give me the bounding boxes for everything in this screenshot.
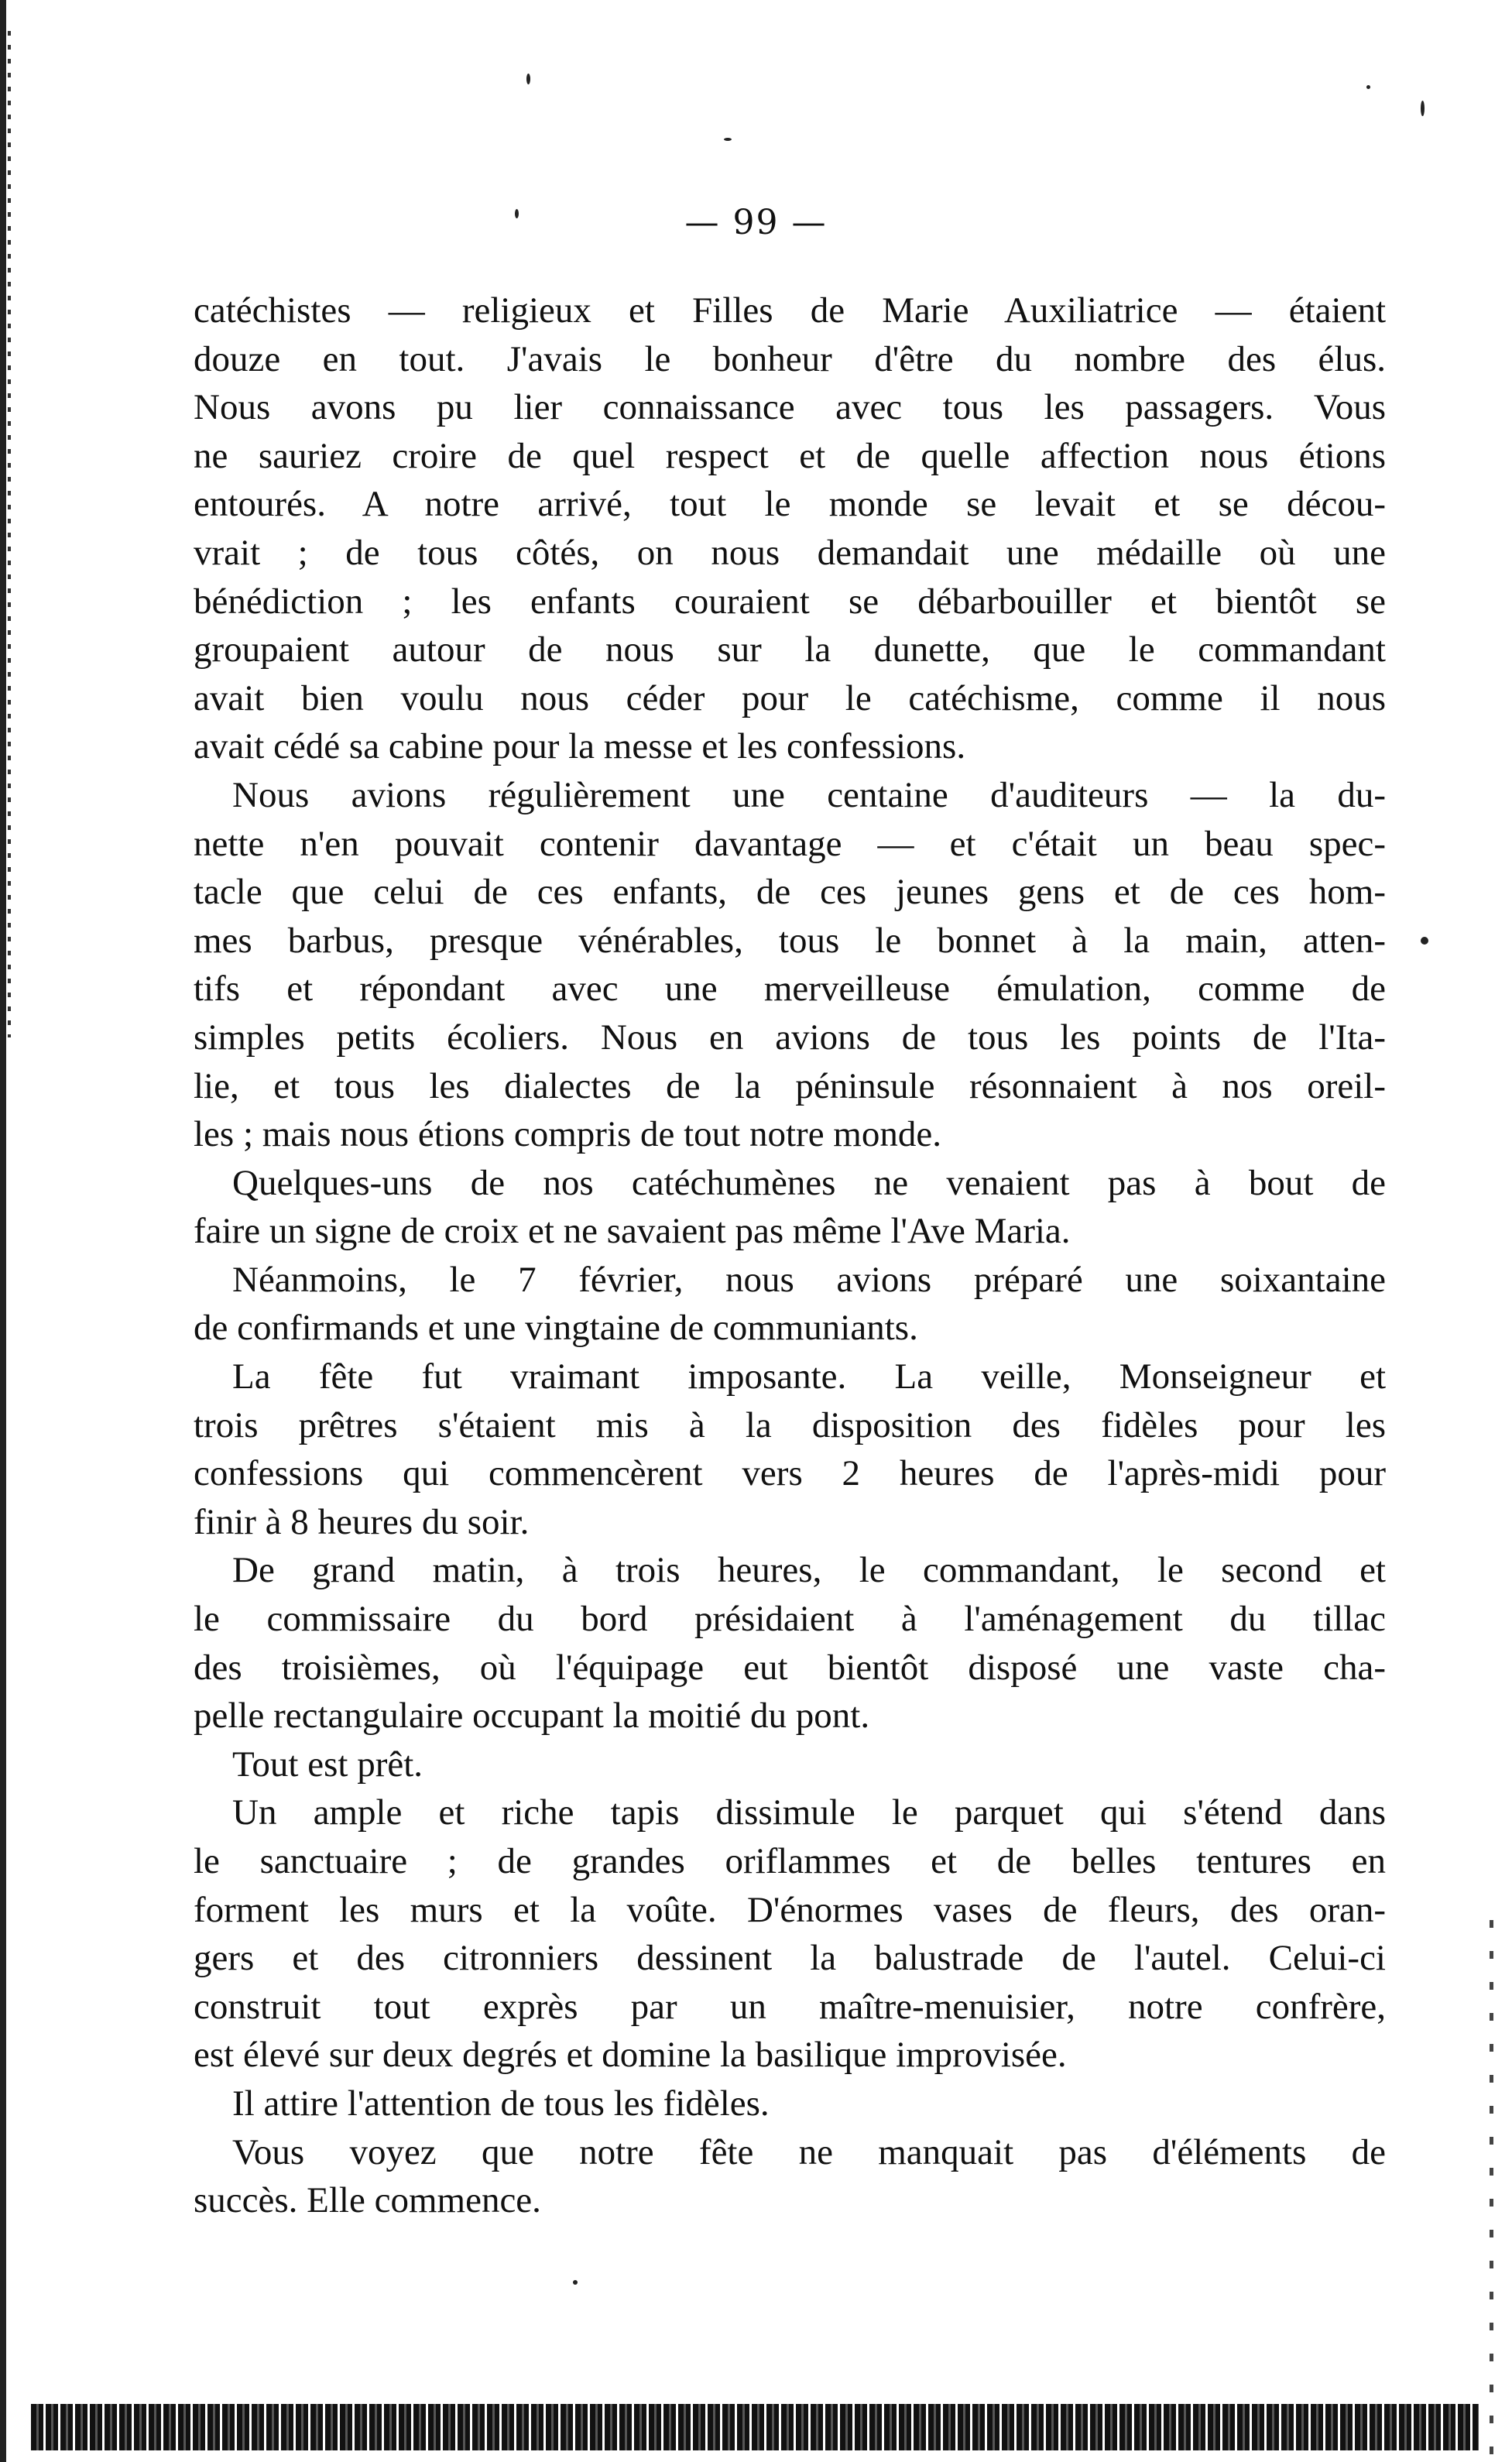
text-line: bénédiction ; les enfants couraient se débarbouiller et bientôt se bbox=[194, 581, 1386, 622]
page-number: — 99 — bbox=[684, 203, 828, 242]
text-line: faire un signe de croix et ne savaient pas même l'Ave Maria. bbox=[194, 1211, 1071, 1252]
text-line: tacle que celui de ces enfants, de ces jeunes gens et de ces hom- bbox=[194, 872, 1386, 913]
scan-speck bbox=[526, 74, 530, 84]
text-line: vrait ; de tous côtés, on nous demandait une médaille où une bbox=[194, 532, 1386, 573]
scan-speck bbox=[1421, 101, 1425, 116]
text-line: lie, et tous les dialectes de la péninsule résonnaient à nos oreil- bbox=[194, 1065, 1386, 1106]
text-line: finir à 8 heures du soir. bbox=[194, 1501, 530, 1542]
text-line: mes barbus, presque vénérables, tous le bonnet à la main, atten- bbox=[194, 920, 1386, 961]
text-line: groupaient autour de nous sur la dunette, que le commandant bbox=[194, 629, 1386, 670]
text-line: Tout est prêt. bbox=[232, 1744, 423, 1785]
text-line: des troisièmes, où l'équipage eut bientôt disposé une vaste cha- bbox=[194, 1647, 1386, 1688]
text-line: le commissaire du bord présidaient à l'aménagement du tillac bbox=[194, 1599, 1386, 1640]
text-line: nette n'en pouvait contenir davantage — et c'était un beau spec- bbox=[194, 823, 1386, 864]
text-line: tifs et répondant avec une merveilleuse émulation, comme de bbox=[194, 969, 1386, 1010]
text-line: forment les murs et la voûte. D'énormes vases de fleurs, des oran- bbox=[194, 1889, 1386, 1930]
scan-left-edge bbox=[0, 0, 6, 2462]
text-line: La fête fut vraimant imposante. La veille, Monseigneur et bbox=[232, 1356, 1386, 1397]
scan-speck bbox=[1421, 937, 1428, 945]
text-line: entourés. A notre arrivé, tout le monde se levait et se décou- bbox=[194, 484, 1386, 525]
text-line: avait bien voulu nous céder pour le catéchisme, comme il nous bbox=[194, 677, 1386, 718]
text-line: de confirmands et une vingtaine de communiants. bbox=[194, 1308, 918, 1349]
text-line: Nous avions régulièrement une centaine d'auditeurs — la du- bbox=[232, 774, 1386, 815]
body-text bbox=[194, 286, 1386, 2225]
text-line: Vous voyez que notre fête ne manquait pas d'éléments de bbox=[232, 2131, 1386, 2172]
text-line: pelle rectangulaire occupant la moitié du pont. bbox=[194, 1696, 870, 1737]
text-line: trois prêtres s'étaient mis à la disposition des fidèles pour les bbox=[194, 1404, 1386, 1445]
text-line: De grand matin, à trois heures, le commandant, le second et bbox=[232, 1550, 1386, 1591]
scan-speck bbox=[1366, 85, 1370, 89]
text-line: Nous avons pu lier connaissance avec tous les passagers. Vous bbox=[194, 387, 1386, 428]
text-line: ne sauriez croire de quel respect et de quelle affection nous étions bbox=[194, 435, 1386, 476]
text-line: catéchistes — religieux et Filles de Marie Auxiliatrice — étaient bbox=[194, 290, 1386, 331]
scan-right-edge-marks bbox=[1490, 1920, 1493, 2462]
text-line: confessions qui commencèrent vers 2 heures de l'après-midi pour bbox=[194, 1453, 1386, 1494]
text-line: gers et des citronniers dessinent la balustrade de l'autel. Celui-ci bbox=[194, 1938, 1386, 1979]
scan-speck bbox=[724, 138, 732, 141]
text-line: simples petits écoliers. Nous en avions de tous les points de l'Ita- bbox=[194, 1017, 1386, 1058]
text-line: Néanmoins, le 7 février, nous avions préparé une soixantaine bbox=[232, 1259, 1386, 1300]
text-line: les ; mais nous étions compris de tout notre monde. bbox=[194, 1114, 941, 1155]
text-line: construit tout exprès par un maître-menuisier, notre confrère, bbox=[194, 1986, 1386, 2027]
scan-left-edge-marks bbox=[8, 31, 11, 1037]
text-line: Un ample et riche tapis dissimule le parquet qui s'étend dans bbox=[232, 1792, 1386, 1833]
text-line: le sanctuaire ; de grandes oriflammes et de belles tentures en bbox=[194, 1841, 1386, 1881]
text-line: est élevé sur deux degrés et domine la basilique improvisée. bbox=[194, 2035, 1067, 2076]
text-line: Il attire l'attention de tous les fidèles. bbox=[232, 2083, 770, 2124]
text-line: succès. Elle commence. bbox=[194, 2180, 541, 2221]
scan-bottom-edge bbox=[31, 2404, 1479, 2450]
text-line: avait cédé sa cabine pour la messe et les confessions. bbox=[194, 726, 966, 767]
scan-speck bbox=[573, 2280, 578, 2285]
text-line: douze en tout. J'avais le bonheur d'être du nombre des élus. bbox=[194, 338, 1386, 379]
text-line: Quelques-uns de nos catéchumènes ne venaient pas à bout de bbox=[232, 1162, 1386, 1203]
